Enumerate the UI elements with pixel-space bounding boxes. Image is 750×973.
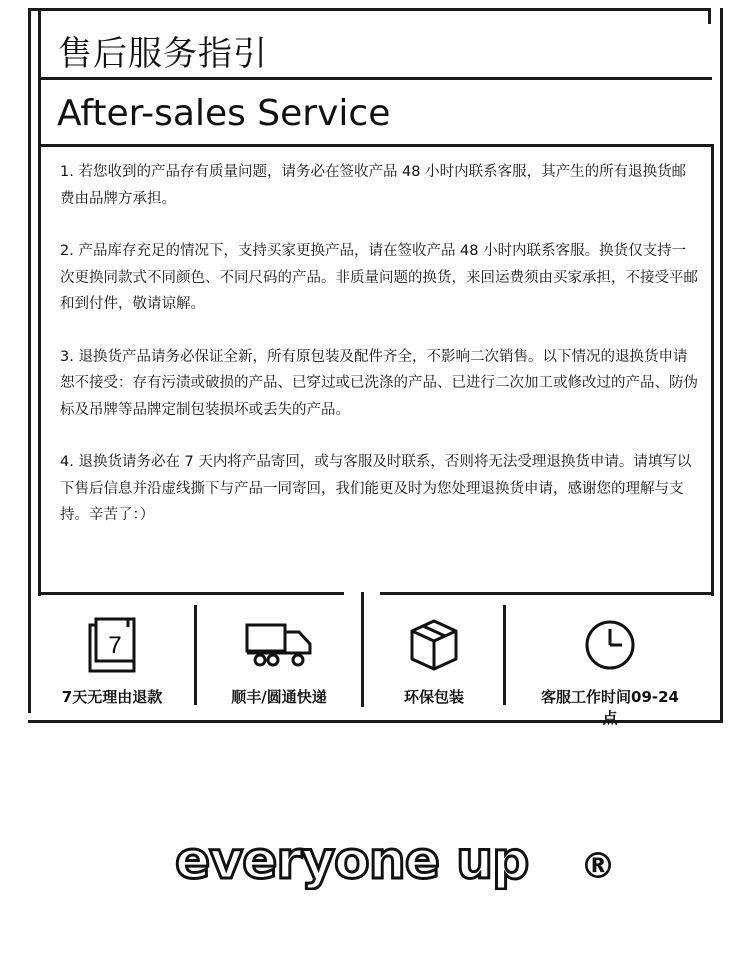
right-border bbox=[708, 8, 711, 24]
feature-service-hours-label: 客服工作时间09-24点 bbox=[541, 688, 679, 727]
clock-icon bbox=[535, 610, 685, 680]
feature-shipping-label: 顺丰/圆通快递 bbox=[231, 688, 327, 706]
policy-content bbox=[60, 159, 700, 555]
feature-service-hours bbox=[535, 610, 685, 728]
calendar-7-icon bbox=[32, 610, 192, 680]
divider-title bbox=[38, 77, 712, 80]
top-border bbox=[28, 8, 711, 11]
page-title-en: After-sales Service bbox=[57, 93, 391, 134]
package-box-icon bbox=[354, 610, 514, 680]
inner-left-border bbox=[38, 8, 41, 148]
feature-packaging bbox=[354, 610, 514, 707]
calendar-digit: 7 bbox=[108, 632, 122, 659]
brand-logo-text: everyone up bbox=[175, 831, 529, 890]
content-right-border bbox=[711, 144, 714, 596]
feature-refund bbox=[32, 610, 192, 707]
policy-item-2: 2. 产品库存充足的情况下，支持买家更换产品，请在签收产品 48 小时内联系客服。换货仅支持一次更换同款式不同颜色、不同尺码的产品。非质量问题的换货，来回运费须由买家承担，不接受平邮和到付件，敬请谅解。 bbox=[60, 243, 698, 312]
feature-packaging-label: 环保包装 bbox=[403, 688, 464, 706]
feature-shipping bbox=[199, 610, 359, 707]
divider-features-right bbox=[380, 592, 712, 595]
policy-item-4: 4. 退换货请务必在 7 天内将产品寄回，或与客服及时联系，否则将无法受理退换货申请。请填写以下售后信息并沿虚线撕下与产品一同寄回，我们能更及时为您处理退换货申请，感谢您的理解与支持。辛苦了：） bbox=[60, 454, 692, 523]
registered-mark: ® bbox=[580, 846, 615, 887]
brand-logo bbox=[0, 830, 750, 894]
feature-refund-label: 7天无理由退款 bbox=[61, 688, 163, 706]
divider-features-left bbox=[38, 592, 344, 595]
right-border-lower bbox=[720, 8, 723, 720]
divider-subtitle bbox=[38, 144, 712, 147]
left-border bbox=[28, 8, 31, 713]
content-left-border bbox=[38, 144, 41, 596]
policy-item-3: 3. 退换货产品请务必保证全新，所有原包装及配件齐全，不影响二次销售。以下情况的退换货申请恕不接受：存有污渍或破损的产品、已穿过或已洗涤的产品、已进行二次加工或修改过的产品、防伪标及吊牌等品牌定制包装损坏或丢失的产品。 bbox=[60, 348, 698, 418]
delivery-truck-icon bbox=[199, 610, 359, 680]
page-title-cn: 售后服务指引 bbox=[58, 34, 268, 74]
feature-separator-1 bbox=[194, 605, 197, 705]
policy-item-1: 1. 若您收到的产品存有质量问题，请务必在签收产品 48 小时内联系客服，其产生的所有退换货邮费由品牌方承担。 bbox=[60, 164, 687, 207]
